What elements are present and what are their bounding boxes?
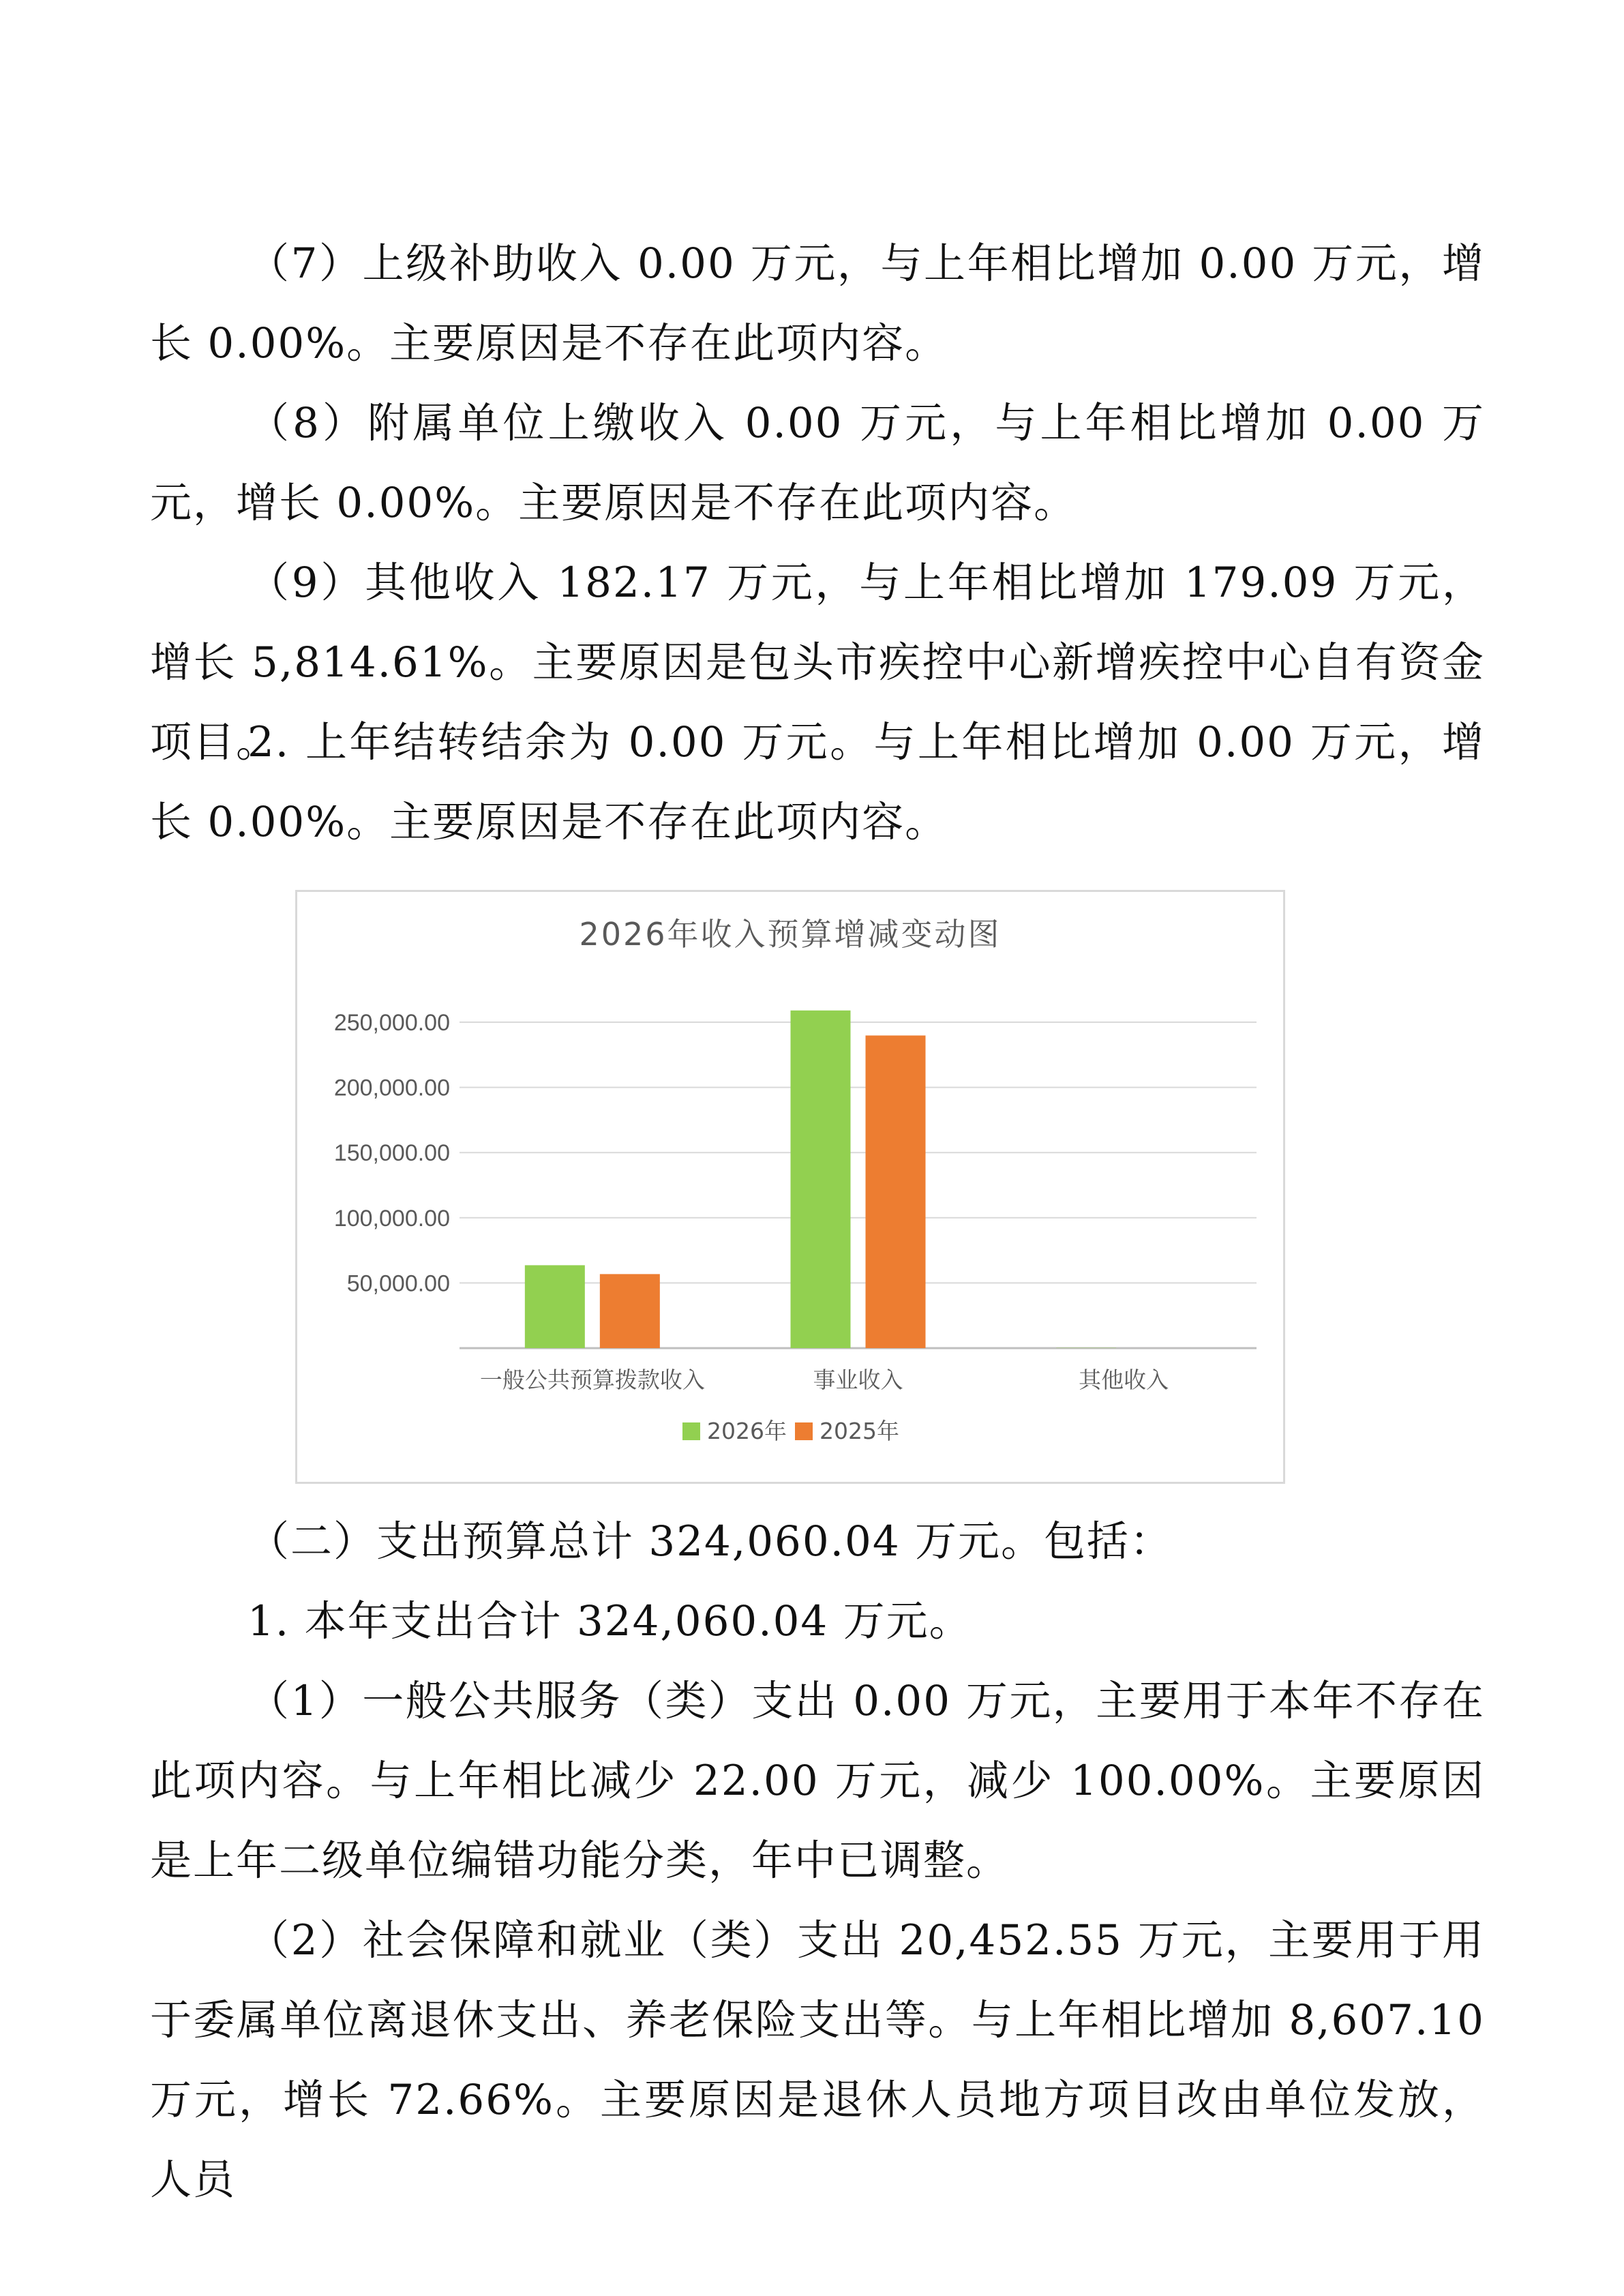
chart-x-categories xyxy=(480,1367,1169,1393)
bar xyxy=(866,1036,926,1348)
legend-swatch xyxy=(795,1422,813,1440)
y-tick-label: 100,000.00 xyxy=(333,1205,450,1232)
x-category-label: 事业收入 xyxy=(813,1367,903,1393)
y-tick-label: 50,000.00 xyxy=(346,1270,450,1297)
chart-svg xyxy=(297,892,1283,1482)
x-category-label: 其他收入 xyxy=(1079,1367,1169,1393)
paragraph-carryover: 2. 上年结转结余为 0.00 万元。与上年相比增加 0.00 万元，增长 0.00%。主要原因是不存在此项内容。 xyxy=(150,718,1485,846)
paragraph-9: （9）其他收入 182.17 万元，与上年相比增加 179.09 万元，增长 5,814.61%。主要原因是包头市疾控中心新增疾控中心自有资金项目。 xyxy=(150,558,1485,766)
income-change-chart xyxy=(295,890,1285,1484)
y-tick-label: 150,000.00 xyxy=(333,1140,450,1167)
chart-y-ticks xyxy=(334,1010,450,1296)
y-tick-label: 250,000.00 xyxy=(333,1010,450,1036)
paragraph-expense-1: （1）一般公共服务（类）支出 0.00 万元，主要用于本年不存在此项内容。与上年相比减少 22.00 万元，减少 100.00%。主要原因是上年二级单位编错功能分类，年中已调整。 xyxy=(150,1677,1485,1885)
y-tick-label: 200,000.00 xyxy=(333,1075,450,1101)
x-category-label: 一般公共预算拨款收入 xyxy=(479,1367,705,1393)
bar xyxy=(600,1274,660,1348)
paragraph-7: （7）上级补助收入 0.00 万元，与上年相比增加 0.00 万元，增长 0.00%。主要原因是不存在此项内容。 xyxy=(150,239,1485,368)
paragraph-8: （8）附属单位上缴收入 0.00 万元，与上年相比增加 0.00 万元，增长 0.00%。主要原因是不存在此项内容。 xyxy=(150,399,1485,527)
legend-label: 2025年 xyxy=(819,1418,899,1444)
legend-label: 2026年 xyxy=(707,1418,787,1444)
legend-swatch xyxy=(682,1422,700,1440)
chart-bars xyxy=(525,1011,1191,1348)
paragraph-expense-year-total: 1. 本年支出合计 324,060.04 万元。 xyxy=(247,1597,972,1645)
bar xyxy=(525,1265,585,1348)
paragraph-expense-2: （2）社会保障和就业（类）支出 20,452.55 万元，主要用于用于委属单位离退休支出、养老保险支出等。与上年相比增加 8,607.10 万元，增长 72.66%。主要原因是退休人员地方项目改由单位发放，人员 xyxy=(150,1916,1485,2204)
chart-title: 2026年收入预算增减变动图 xyxy=(579,916,1002,953)
paragraph-expense-total: （二）支出预算总计 324,060.04 万元。包括： xyxy=(247,1517,1173,1566)
chart-legend xyxy=(682,1418,899,1444)
bar xyxy=(791,1011,851,1348)
